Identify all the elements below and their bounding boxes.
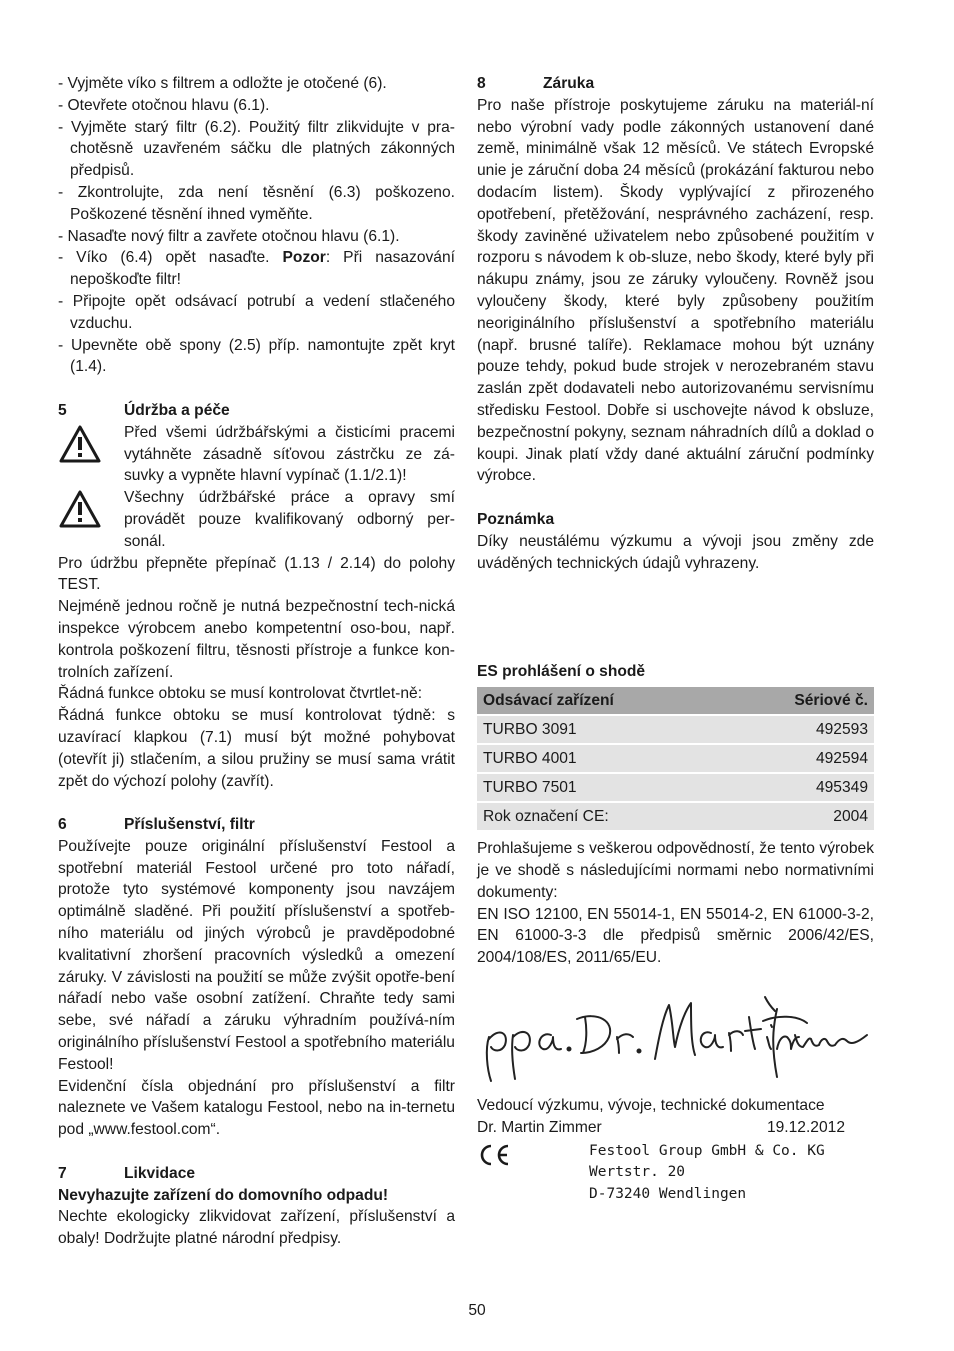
note-heading: Poznámka (477, 510, 555, 528)
signatory-role: Vedoucí výzkumu, vývoje, technické dokumentace (477, 1096, 825, 1114)
signatory-name: Dr. Martin Zimmer (477, 1118, 602, 1136)
list-item: - Nasaďte nový filtr a zavřete otočnou hlavu (6.1). (58, 227, 400, 245)
paragraph: Prohlašujeme s veškerou odpovědností, že tento výrobek je ve shodě s následujícími normami nebo normativními dokumenty: (477, 840, 874, 901)
list-item: - Otevřete otočnou hlavu (6.1). (58, 96, 270, 114)
warning-triangle-icon (58, 487, 124, 552)
signature-date: 19.12.2012 (766, 1118, 845, 1136)
list-item: - Vyjměte starý filtr (6.2). Použitý filtr zlikvidujte v pra-chotěsně uzavřeném sáčku dle platných zákonných předpisů. (58, 118, 455, 180)
paragraph: Používejte pouze originální příslušenství Festool a spotřební materiál Festool určené pro toto nářadí, protože tyto systémové komponenty jsou navzájem optimálně sladěné. Při použití příslušenství a spotřeb-ního materiálu od jiných výrobců je pravděpodobné kvalitativní zhoršení pracovních výsledků a omezení záruky. V závislosti na použití se může zvýšit opotře-bení nářadí nebo vaše osobní zatížení. Chraňte tedy sami sebe, své nářadí a záruku výhradním používá-ním originálního příslušenství Festool a spotřebního materiálu Festool! (58, 837, 455, 1073)
conformity-table (477, 685, 874, 832)
company-block (477, 1141, 874, 1206)
table-cell: Rok označení CE: (477, 803, 725, 830)
table-header-cell: Sériové č. (725, 687, 874, 714)
conformity-heading: ES prohlášení o shodě (477, 663, 646, 681)
signatory-line (477, 1117, 874, 1139)
pozor-label: Pozor (282, 249, 326, 267)
table-cell: TURBO 7501 (477, 774, 725, 801)
warning-text: Všechny údržbářské práce a opravy smí provádět pouze kvalifikovaný odborný per-sonál. (124, 489, 455, 550)
list-item: - Zkontrolujte, zda není těsnění (6.3) poškozeno. Poškozené těsnění ihned vyměňte. (58, 183, 455, 223)
warning-block-2 (58, 487, 455, 552)
company-street: Wertstr. 20 (589, 1164, 686, 1181)
paragraph: Řádná funkce obtoku se musí kontrolovat týdně: s uzavírací klapkou (7.1) musí být možné pohybovat (otevřít ji) stlačením, a silou pružiny se musí sama vrátit zpět do výchozí polohy (zavřít). (58, 707, 455, 790)
list-item: - Víko (6.4) opět nasaďte. Pozor: Při nasazování nepoškoďte filtr! (58, 249, 455, 289)
warning-triangle-icon (58, 422, 124, 487)
company-name: Festool Group GmbH & Co. KG (589, 1142, 825, 1159)
table-row (477, 803, 874, 830)
list-item: - Vyjměte víko s filtrem a odložte je otočené (6). (58, 75, 387, 92)
section-6-heading: 6 Příslušenství, filtr (58, 816, 255, 834)
paragraph: Evidenční čísla objednání pro příslušenství a filtr naleznete ve Vašem katalogu Festool, nebo na in-ternetu pod „www.festool.com“. (58, 1077, 455, 1139)
disposal-warning: Nevyhazujte zařízení do domovního odpadu! (58, 1186, 389, 1204)
warning-text: Před všemi údržbářskými a čisticími pracemi vytáhněte zásadně síťovou zástrčku ze zá-suvky a vypněte hlavní vypínač (1.1/2.1)! (124, 423, 455, 485)
company-city: D-73240 Wendlingen (589, 1186, 747, 1203)
right-column (477, 73, 874, 1206)
signature-image (477, 987, 874, 1087)
table-cell: 495349 (725, 774, 874, 801)
table-cell: TURBO 4001 (477, 745, 725, 772)
section-8-heading: 8 Záruka (477, 75, 595, 92)
table-row (477, 774, 874, 801)
section-5-heading: 5 Údržba a péče (58, 401, 230, 419)
table-cell: 2004 (725, 803, 874, 830)
table-row (477, 716, 874, 743)
paragraph: EN ISO 12100, EN 55014-1, EN 55014-2, EN 61000-3-2, EN 61000-3-3 dle předpisů směrnic 2006/42/ES, 2004/108/ES, 2011/65/EU. (477, 905, 874, 967)
table-cell: TURBO 3091 (477, 716, 725, 743)
table-row (477, 745, 874, 772)
table-header-cell: Odsávací zařízení (477, 687, 725, 714)
table-cell: 492594 (725, 745, 874, 772)
list-item: - Připojte opět odsávací potrubí a vedení stlačeného vzduchu. (58, 292, 455, 332)
left-column (58, 73, 455, 1250)
paragraph: Řádná funkce obtoku se musí kontrolovat čtvrtlet-ně: (58, 685, 423, 703)
paragraph: Nechte ekologicky zlikvidovat zařízení, příslušenství a obaly! Dodržujte platné národní předpisy. (58, 1208, 455, 1248)
ce-mark-icon (477, 1141, 589, 1206)
table-cell: 492593 (725, 716, 874, 743)
paragraph: Díky neustálému výzkumu a vývoji jsou změny zde uváděných technických údajů vyhrazeny. (477, 532, 874, 572)
table-header-row (477, 687, 874, 714)
paragraph: Pro naše přístroje poskytujeme záruku na materiál-ní nebo výrobní vady podle zákonných ustanovení dané země, minimálně však 12 měsíců. Ve státech Evropské unie je záruční doba 24 měsíců (prokázání fakturou nebo dodacím listem). Škody vyplývající z přirozeného opotřebení, přetěžování, nesprávného zacházení, resp. škody zaviněné uživatelem nebo způsobené použitím v rozporu s návodem k ob-sluze, nebo škody, které byly při nákupu známy, jsou ze záruky vyloučeny. Rovněž jsou vyloučeny škody, které byly způsobeny použitím neoriginálního příslušenství a spotřebního materiálu (např. brusné talíře). Reklamace mohou být uznány pouze tehdy, pokud bude strojek v nerozebraném stavu zaslán zpět dodavateli nebo autorizovanému servisnímu středisku Festool. Dobře si uschovejte návod k obsluze, bezpečnostní pokyny, seznam náhradních dílů a doklad o koupi. Jinak platí vždy dané aktuální záruční podmínky výrobce. (477, 96, 874, 485)
paragraph: Nejméně jednou ročně je nutná bezpečnostní tech-nická inspekce výrobcem anebo kompetentní oso-bou, např. kontrola poškození filtru, těsnosti přístroje a funkce kon-trolních zařízení. (58, 598, 455, 681)
list-item: - Upevněte obě spony (2.5) příp. namontujte zpět kryt (1.4). (58, 336, 455, 376)
paragraph: Pro údržbu přepněte přepínač (1.13 / 2.14) do polohy TEST. (58, 554, 455, 594)
page-number: 50 (468, 1302, 486, 1319)
warning-block-1 (58, 422, 455, 487)
section-7-heading: 7 Likvidace (58, 1164, 196, 1182)
company-address (589, 1141, 825, 1206)
